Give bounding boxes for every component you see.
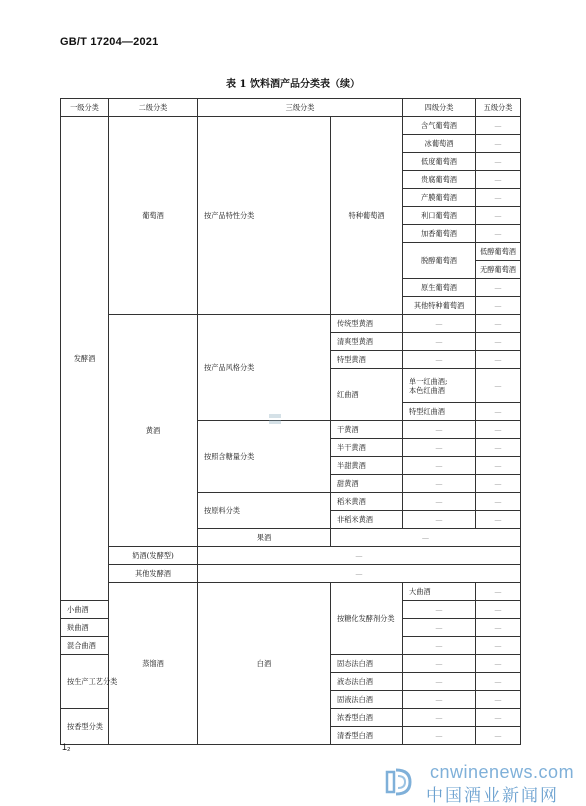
level5-cell: 无醇葡萄酒 (476, 261, 521, 279)
level4-cell: 特型红曲酒 (403, 403, 476, 421)
scan-mark-icon (268, 413, 282, 425)
level4-line: 单一红曲酒; (409, 376, 448, 386)
level3b-cell: 甜黄酒 (331, 475, 403, 493)
level5-cell: — (476, 619, 521, 637)
level2-cell: 果酒 (198, 529, 331, 547)
level4-line: 本色红曲酒 (409, 385, 445, 395)
table-row (61, 117, 521, 135)
level4-cell: — (403, 315, 476, 333)
level4-cell: 其他特种葡萄酒 (403, 297, 476, 315)
level5-cell: — (476, 369, 521, 403)
level4-cell: — (476, 583, 521, 601)
watermark-site-name: 中国酒业新闻网 (426, 786, 559, 806)
level3b-cell: 传统型黄酒 (331, 315, 403, 333)
level3b-cell: 稻米黄酒 (331, 493, 403, 511)
level1-cell: 发酵酒 (61, 117, 109, 601)
level4-cell: 冰葡萄酒 (403, 135, 476, 153)
level5-cell: — (476, 351, 521, 369)
level4-cell: 加香葡萄酒 (403, 225, 476, 243)
level4-cell (403, 369, 476, 403)
level3b-cell: 半甜黄酒 (331, 457, 403, 475)
standard-number: GB/T 17204—2021 (60, 36, 159, 48)
level3b-cell: 半干黄酒 (331, 439, 403, 457)
level2-cell: 黄酒 (109, 315, 198, 547)
level5-cell: — (476, 225, 521, 243)
level4-cell: — (403, 457, 476, 475)
level3b-cell: 红曲酒 (331, 369, 403, 421)
level3b-cell: 干黄酒 (331, 421, 403, 439)
level3b-cell: 特型黄酒 (331, 351, 403, 369)
level3-cell: 按产品特性分类 (198, 117, 331, 315)
level5-cell: — (476, 315, 521, 333)
level5-cell: — (476, 709, 521, 727)
level3-cell: 按生产工艺分类 (61, 655, 109, 709)
span-cell: — (198, 565, 521, 583)
level1-cell: 蒸馏酒 (109, 583, 198, 745)
level3b-cell: 大曲酒 (403, 583, 476, 601)
level5-cell: — (476, 475, 521, 493)
level4-cell: 产膜葡萄酒 (403, 189, 476, 207)
level4-cell: — (403, 333, 476, 351)
level5-cell: — (476, 153, 521, 171)
level3-cell: 按原料分类 (198, 493, 331, 529)
level5-cell: — (476, 637, 521, 655)
level4-cell: — (403, 351, 476, 369)
level4-cell: 低度葡萄酒 (403, 153, 476, 171)
level3b-cell: 浓香型白酒 (331, 709, 403, 727)
span-cell: — (331, 529, 521, 547)
span-cell: — (198, 547, 521, 565)
level5-cell: — (476, 421, 521, 439)
level2-cell: 其他发酵酒 (109, 565, 198, 583)
level2-cell: 葡萄酒 (109, 117, 198, 315)
level5-cell: — (476, 135, 521, 153)
level5-cell: — (476, 279, 521, 297)
level5-cell: — (476, 493, 521, 511)
table-row (61, 583, 521, 601)
col-header-level3: 三级分类 (198, 99, 403, 117)
level4-cell: — (403, 673, 476, 691)
level4-cell: 原生葡萄酒 (403, 279, 476, 297)
level5-cell: — (476, 457, 521, 475)
level3b-cell: 小曲酒 (61, 601, 109, 619)
header-row (61, 99, 521, 117)
level3-cell: 按产品风格分类 (198, 315, 331, 421)
level4-cell: — (403, 691, 476, 709)
level3b-cell: 特种葡萄酒 (331, 117, 403, 315)
watermark-url[interactable]: cnwinenews.com (430, 762, 575, 782)
watermark-logo-icon (384, 766, 414, 796)
level2-cell: 白酒 (198, 583, 331, 745)
col-header-level2: 二级分类 (109, 99, 198, 117)
level3b-cell: 混合曲酒 (61, 637, 109, 655)
table-row (61, 315, 521, 333)
col-header-level1: 一级分类 (61, 99, 109, 117)
level5-cell: — (476, 117, 521, 135)
level4-cell: — (403, 439, 476, 457)
level5-cell: — (476, 403, 521, 421)
level3b-cell: 麸曲酒 (61, 619, 109, 637)
level4-cell: — (403, 619, 476, 637)
level3b-cell: 清香型白酒 (331, 727, 403, 745)
level4-cell: 利口葡萄酒 (403, 207, 476, 225)
level3b-cell: 固态法白酒 (331, 655, 403, 673)
level5-cell: — (476, 333, 521, 351)
level3b-cell: 固液法白酒 (331, 691, 403, 709)
level3b-cell: 非稻米黄酒 (331, 511, 403, 529)
level4-cell: 脱醇葡萄酒 (403, 243, 476, 279)
table-row (61, 565, 521, 583)
level2-cell: 奶酒(发酵型) (109, 547, 198, 565)
level4-cell: — (403, 601, 476, 619)
level4-cell: 含气葡萄酒 (403, 117, 476, 135)
level5-cell: — (476, 207, 521, 225)
level4-cell: — (403, 511, 476, 529)
level4-cell: — (403, 709, 476, 727)
level4-cell: — (403, 493, 476, 511)
level5-cell: 低醇葡萄酒 (476, 243, 521, 261)
level5-cell: — (476, 439, 521, 457)
col-header-level4: 四级分类 (403, 99, 476, 117)
level3b-cell: 液态法白酒 (331, 673, 403, 691)
table-row (61, 547, 521, 565)
level5-cell: — (476, 655, 521, 673)
level5-cell: — (476, 601, 521, 619)
level4-cell: — (403, 727, 476, 745)
col-header-level5: 五级分类 (476, 99, 521, 117)
page-number: 1₂ (62, 742, 71, 752)
level5-cell: — (476, 727, 521, 745)
level5-cell: — (476, 691, 521, 709)
level5-cell: — (476, 297, 521, 315)
level4-cell: — (403, 655, 476, 673)
level3-cell: 按香型分类 (61, 709, 109, 745)
level4-cell: — (403, 475, 476, 493)
level4-cell: — (403, 421, 476, 439)
table-title: 表 1 饮料酒产品分类表（续） (226, 79, 360, 90)
level5-cell: — (476, 673, 521, 691)
level5-cell: — (476, 171, 521, 189)
level3-cell: 按糖化发酵剂分类 (331, 583, 403, 655)
level5-cell: — (476, 189, 521, 207)
level3b-cell: 清爽型黄酒 (331, 333, 403, 351)
level4-cell: 贵腐葡萄酒 (403, 171, 476, 189)
classification-table (60, 98, 521, 745)
level5-cell: — (476, 511, 521, 529)
level4-cell: — (403, 637, 476, 655)
level3-cell: 按照含糖量分类 (198, 421, 331, 493)
